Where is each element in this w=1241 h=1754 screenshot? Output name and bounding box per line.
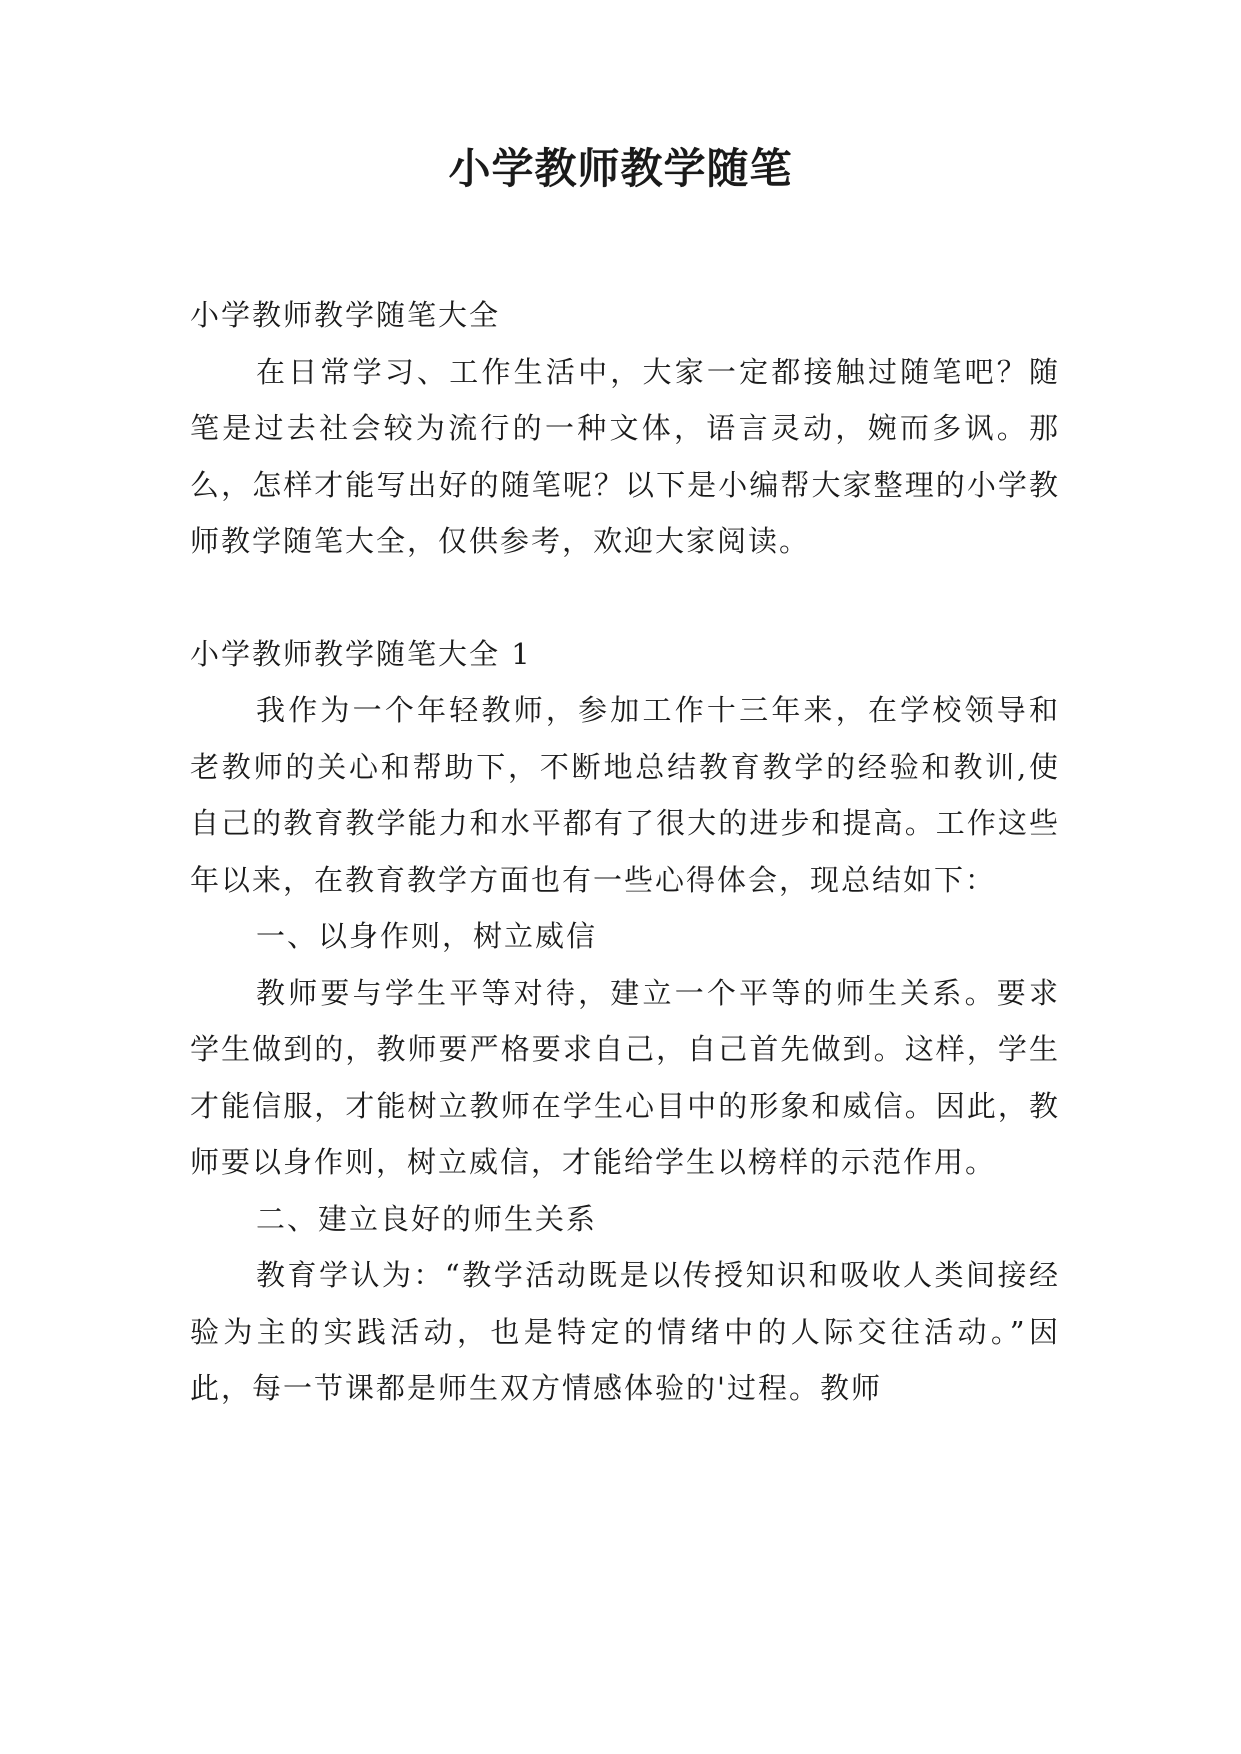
subheading: 二、建立良好的师生关系 xyxy=(256,1201,598,1236)
document-title: 小学教师教学随笔 xyxy=(448,144,793,193)
body-paragraph: 教师要与学生平等对待，建立一个平等的师生关系。要求学生做到的，教师要严格要求自己，自己首先做到。这样，学生才能信服，才能树立教师在学生心目中的形象和威信。因此，教师要以身作则，树立威信，才能给学生以榜样的示范作用。 xyxy=(190,975,1060,1179)
section-heading: 小学教师教学随笔大全 1 xyxy=(190,636,532,671)
section-heading: 小学教师教学随笔大全 xyxy=(190,298,501,332)
subheading: 一、以身作则，树立威信 xyxy=(256,919,598,953)
body-paragraph: 教育学认为：“教学活动既是以传授知识和吸收人类间接经验为主的实践活动，也是特定的情绪中的人际交往活动。”因此，每一节课都是师生双方情感体验的'过程。教师 xyxy=(190,1258,1060,1405)
intro-paragraph: 在日常学习、工作生活中，大家一定都接触过随笔吧？随笔是过去社会较为流行的一种文体，语言灵动，婉而多讽。那么，怎样才能写出好的随笔呢？以下是小编帮大家整理的小学教师教学随笔大全，仅供参考，欢迎大家阅读。 xyxy=(190,354,1060,558)
paragraph-spacer xyxy=(190,570,1060,626)
document-body xyxy=(190,287,1060,1417)
body-paragraph: 我作为一个年轻教师，参加工作十三年来，在学校领导和老教师的关心和帮助下，不断地总结教育教学的经验和教训,使自己的教育教学能力和水平都有了很大的进步和提高。工作这些年以来，在教育教学方面也有一些心得体会，现总结如下： xyxy=(190,693,1060,897)
